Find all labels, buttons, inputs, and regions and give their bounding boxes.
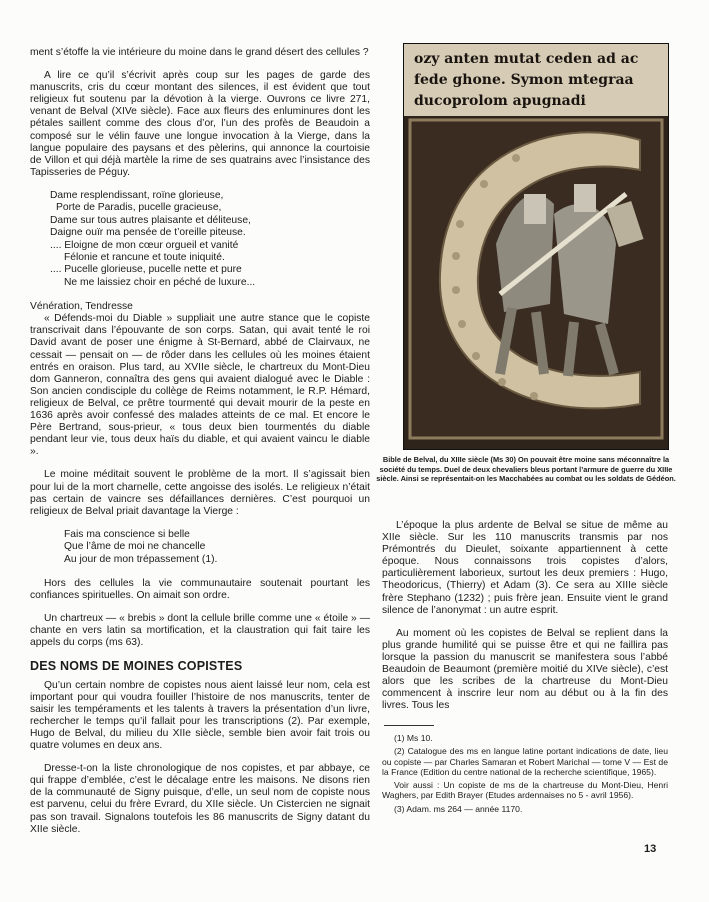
verse-line: Ne me laissiez choir en péché de luxure... [64, 276, 256, 288]
paragraph-moment: Au moment où les copistes de Belval se replient dans la plus grande humilité qui se puisse être et qui ne faillira pas lorsque la passion du manuscrit se manifestera sous l’abbé Beaudoin de Beaumont (première moitié du XIVe siècle), c’est alors que les scribes de la chartreuse du Mont-Dieu commencent à inscrire leur nom au début ou à la fin des livres. Tous les [382, 627, 668, 712]
illumination-drawing [404, 44, 668, 449]
intro-paragraph: ment s’étoffe la vie intérieure du moine dans le grand désert des cellules ? [30, 47, 369, 58]
script-line: ozy anten mutat ceden ad ac [414, 51, 639, 67]
script-line: ducoprolom apugnadi [414, 93, 586, 109]
verse-line: Fais ma conscience si belle [64, 528, 190, 540]
paragraph-dresse: Dresse-t-on la liste chronologique de nos copistes, et par abbaye, ce qui frappe d’emblée, c’est le décalage entre les maisons. Ne disons rien de la communauté de Signy puisque, d’elle, un seul nom de copiste nous est parvenu, celui du frère Evrard, du XIIe siècle. Un Cistercien ne signait pas son travail. Signalons toutefois les 86 manuscrits de Signy datant du XIIe siècle. [30, 763, 370, 835]
manuscript-illumination-image [403, 43, 669, 450]
script-line: fede ghone. Symon mtegraa [414, 72, 634, 88]
verse-line: Au jour de mon trépassement (1). [64, 553, 218, 565]
verse-line: Dame sur tous autres plaisante et déliteuse, [50, 214, 251, 226]
verse-line: Que l’âme de moi ne chancelle [64, 541, 206, 553]
poem-conscience [64, 529, 370, 566]
right-column [382, 520, 668, 723]
paragraph-certain: Qu’un certain nombre de copistes nous aient laissé leur nom, cela est important pour qui voudra fouiller l’histoire de nos manuscrits, tenter de saisir les tempéraments et les talents à travers la présentation d’un livre, rechercher le temps qu’il fallait pour les transcriptions (2). Par exemple, Hugo de Belval, du milieu du XIIe siècle, semble bien avoir fait trois ou quatre volumes en deux ans. [30, 679, 370, 752]
footnote: (1) Ms 10. [394, 733, 433, 743]
verse-line: .... Pucelle glorieuse, pucelle nette et pure [50, 264, 242, 276]
paragraph-moine: Le moine méditait souvent le problème de la mort. Il s’agissait bien pour lui de la mort charnelle, cette angoisse des isolés. Le religieux n’était pas certain de vaincre ses défaillances dernières. C’est pourquoi un religieux de Belval priait davantage la Vierge : [30, 469, 370, 517]
paragraph-epoque: L’époque la plus ardente de Belval se situe de même au XIIe siècle. Sur les 110 manuscrits transmis par nos Prémontrés du Dieulet, soixante appartiennent à cette époque. Nous connaissons trois copistes d’alors, particulièrement laborieux, surtout les deux premiers : Hugo, Theodoricus, (Thierry) et Adam (3). Ce sera au XIIIe siècle frère Stephano (1232) ; puis frère jean. Ensuite vient le grand silence de l’anonymat : un autre esprit. [382, 520, 668, 616]
paragraph-chartreux: Un chartreux — « brebis » dont la cellule brille comme une « étoile » — chante en vers latin sa mortification, et la claustration qui fait taire les appels du corps (ms 63). [30, 613, 370, 649]
left-column [30, 47, 370, 847]
footnote: (2) Catalogue des ms en langue latine portant indications de date, lieu ou copiste — par Charles Samaran et Robert Marichal — tome V — Est de la France (Edition du centre national de la recherche scientifique, 1965). [382, 746, 668, 777]
footnotes [382, 733, 668, 817]
paragraph-lire: A lire ce qu’il s’écrivit après coup sur les pages de garde des manuscrits, cris du cœur montant des silences, il est évident que tout religieux fut soutenu par la dévotion à la vierge. Ouvrons ce livre 271, venant de Belval (XIVe siècle). Face aux fleurs des enluminures dont les pétales saillent comme des clous d’or, l’un des profès de Beaudoin a composé sur le vélin fauve une longue invocation à la Vierge, dans la langue populaire des paysans et des pèlerins, qui annonce la courtoisie de Villon et qui déjà martèle la rime de ses quatrains avec l’insistance des Tapisseries de Péguy. [30, 70, 370, 178]
footnote-divider [384, 725, 434, 726]
verse-line: Félonie et rancune et toute iniquité. [64, 251, 225, 263]
paragraph-hors: Hors des cellules la vie communautaire soutenait pourtant les confiances spirituelles. On aimait son ordre. [30, 578, 370, 602]
footnote: (3) Adam. ms 264 — année 1170. [394, 803, 523, 814]
verse-line: Dame resplendissant, roïne glorieuse, [50, 189, 224, 201]
verse-line: .... Eloigne de mon cœur orgueil et vanité [50, 239, 239, 251]
footnote: Voir aussi : Un copiste de ms de la chartreuse du Mont-Dieu, Henri Waghers, par Edith Brayer (Etudes ardennaises no 5 - avril 1956). [382, 780, 668, 801]
subheading-veneration: Vénération, Tendresse [30, 301, 133, 313]
section-title: DES NOMS DE MOINES COPISTES [30, 659, 243, 674]
verse-line: Porte de Paradis, pucelle gracieuse, [56, 202, 222, 214]
paragraph-defends: « Défends-moi du Diable » suppliait une autre stance que le copiste transcrivait dans l’épouvante de son corps. Satan, qui avait tenté le roi David avant de poser une énigme à St-Bernard, abbé de Clairvaux, ne cessait — pensait on — de rôder dans les cellules où les moines étaient entrés en oraison. Plus tard, au XVIIe siècle, le chartreux du Mont-Dieu dom Ganneron, connaîtra des gens qui avaient dialogué avec le Diable : Son ancien condisciple du collège de Reims notamment, le R.P. Hémard, religieux de Belval, ce prêtre tourmenté qui devait mourir de la peste en 1636 après avoir confessé des malades atteints de ce mal. Et encore le Père Bertrand, sous-prieur, « tous deux bien tourmentés du diable pendant leur vie, tous deux haïs du diable, et qui avaient vaincu le diable ». [30, 313, 370, 458]
figure-caption: Bible de Belval, du XIIIe siècle (Ms 30) On pouvait être moine sans méconnaître la société du temps. Duel de deux chevaliers bleus portant l’armure de guerre du XIIIe siècle. Ainsi se représentait-on les Macchabées au combat ou les soldats de Gédéon. [376, 455, 676, 484]
poem-dame [50, 190, 370, 289]
page-number: 13 [644, 843, 657, 855]
verse-line: Daigne ouïr ma pensée de t’oreille piteuse. [50, 227, 246, 239]
